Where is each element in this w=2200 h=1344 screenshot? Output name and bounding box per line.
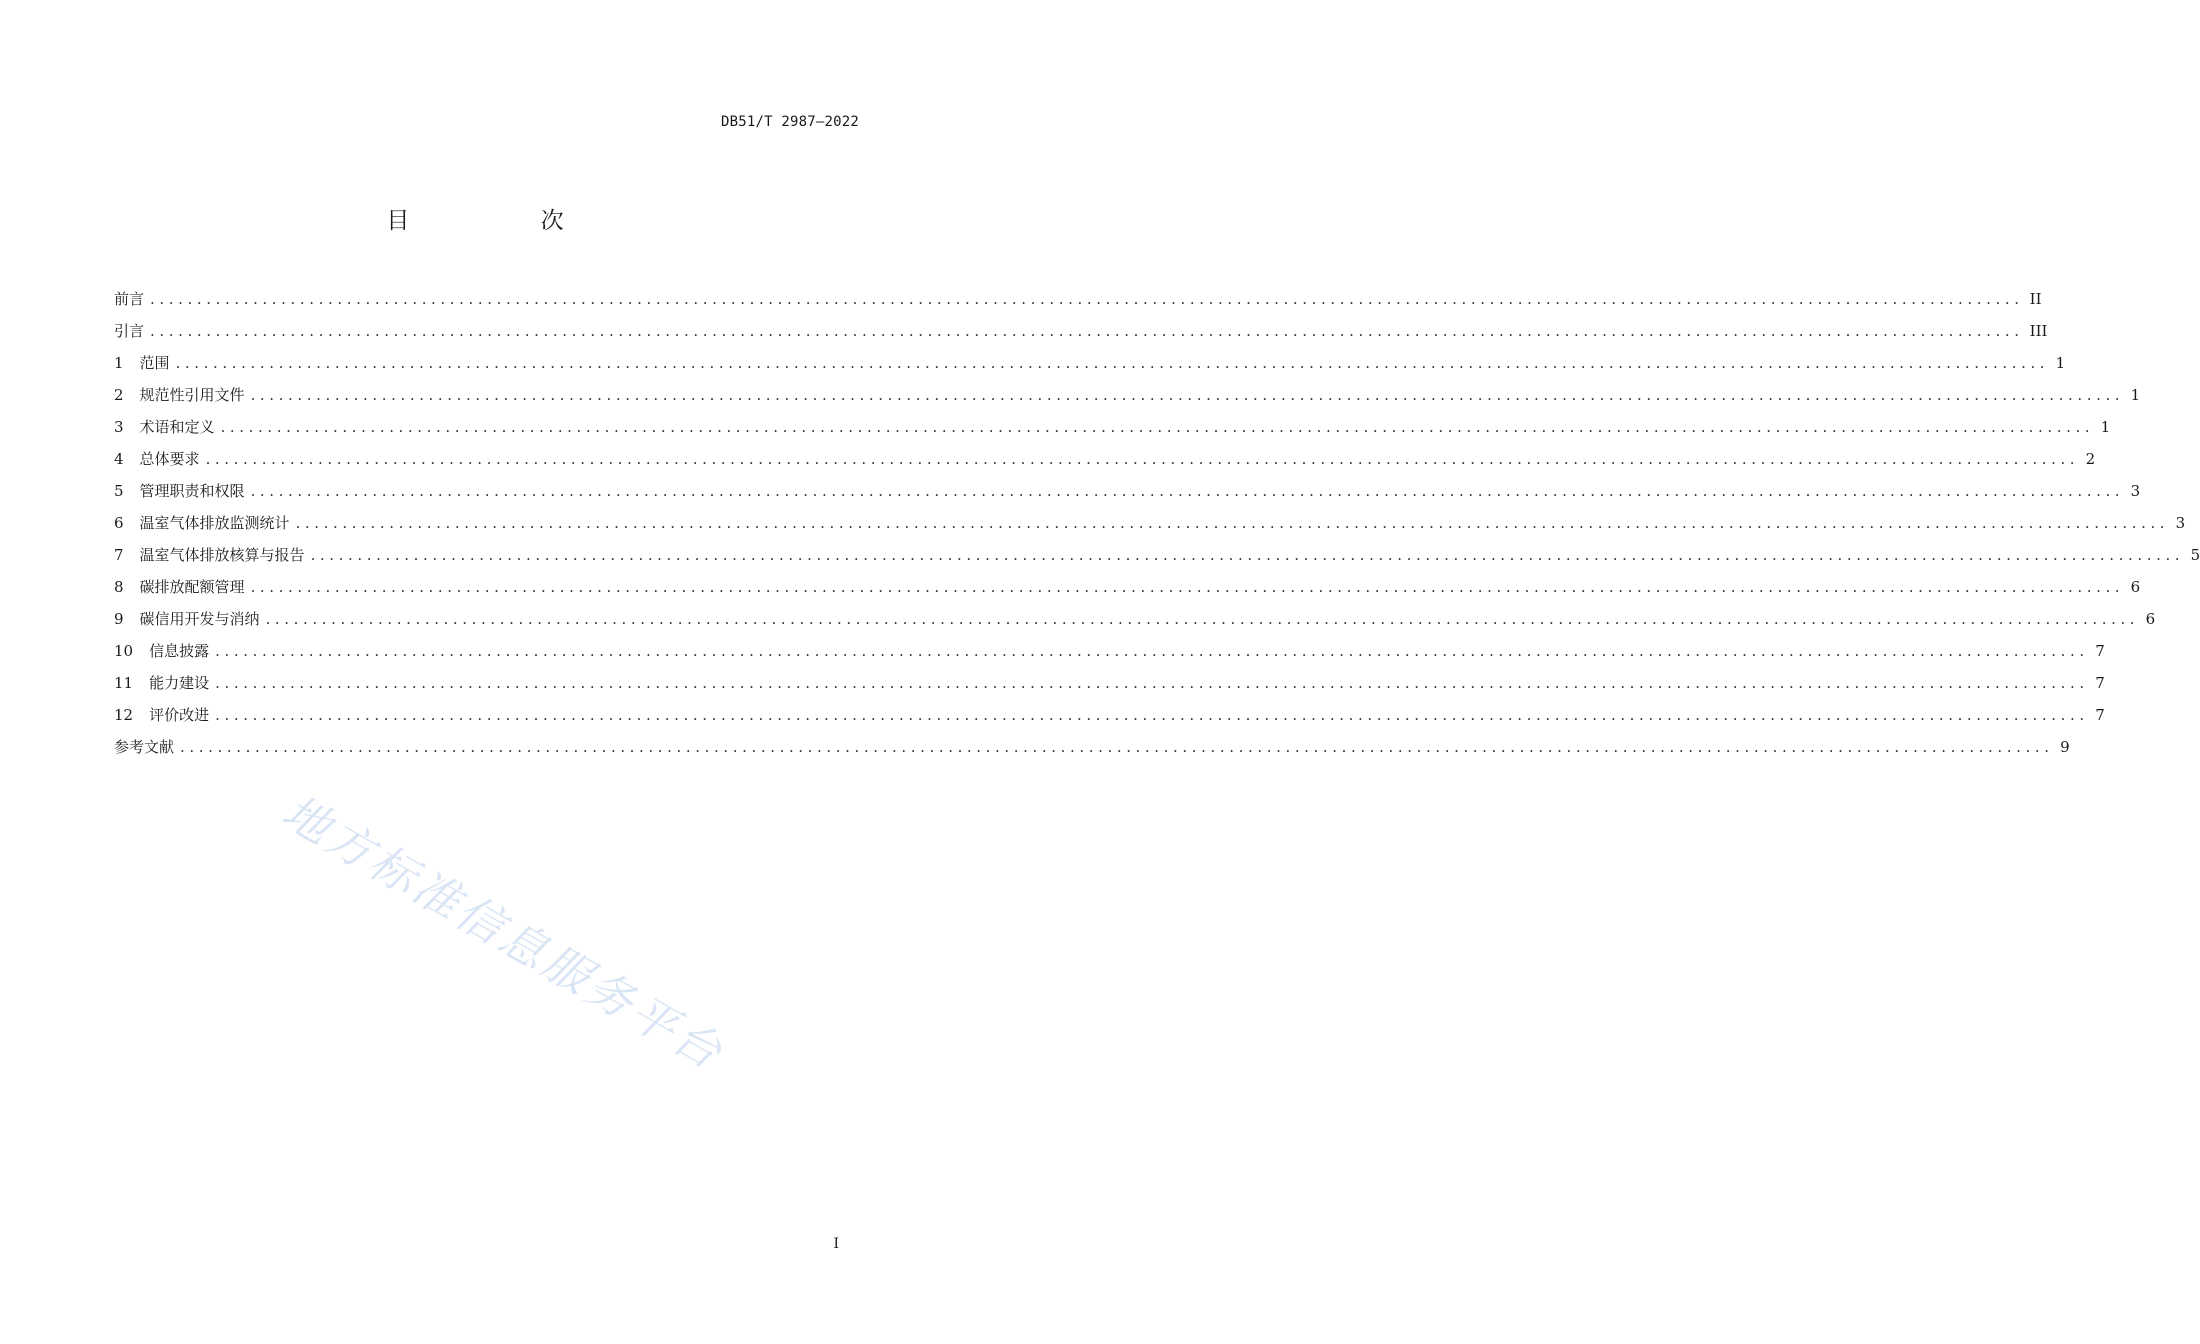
toc-title: 目 次: [386, 208, 626, 234]
toc-entry-page: 7: [2095, 674, 2105, 692]
toc-leader-dots: ........................................................................................................................................................................................................: [215, 642, 2089, 660]
toc-leader-dots: ........................................................................................................................................................................................................: [250, 386, 2125, 404]
toc-entry-label: 碳排放配额管理: [139, 578, 245, 596]
toc-entry[interactable]: [114, 542, 2200, 574]
toc-leader-dots: ........................................................................................................................................................................................................: [175, 354, 2050, 372]
toc-entry-page: 2: [2085, 450, 2096, 468]
toc-entry-label: 碳信用开发与消纳: [139, 610, 260, 628]
toc-entry-label: 管理职责和权限: [139, 482, 245, 500]
toc-entry-page: 6: [2145, 610, 2156, 628]
toc-entry[interactable]: [114, 382, 2141, 414]
toc-entry-label: 温室气体排放核算与报告: [139, 546, 305, 564]
toc-entry-page: 1: [2055, 354, 2066, 372]
toc-entry[interactable]: [114, 446, 2096, 478]
toc-entry-page: 1: [2130, 386, 2141, 404]
toc-entry[interactable]: [114, 510, 2186, 542]
toc-entry-page: 9: [2060, 738, 2070, 756]
toc-entry-page: 1: [2100, 418, 2111, 436]
toc-entry-label: 范围: [139, 354, 170, 372]
toc-entry[interactable]: [114, 414, 2111, 446]
toc-entry[interactable]: [114, 478, 2141, 510]
toc-entry[interactable]: [114, 670, 2105, 702]
toc-entry[interactable]: [114, 574, 2141, 606]
toc-entry-label: 参考文献: [114, 738, 175, 756]
toc-entry-label: 温室气体排放监测统计: [139, 514, 290, 532]
toc-entry-label: 总体要求: [139, 450, 200, 468]
toc-entry[interactable]: [114, 638, 2105, 670]
toc-entry[interactable]: [114, 318, 2048, 350]
toc-entry-label: 信息披露: [149, 642, 210, 660]
toc-entry-number: 12: [114, 706, 134, 724]
toc-entry-page: 5: [2190, 546, 2200, 564]
toc-entry-number: 4: [114, 450, 124, 468]
toc-entry-page: 6: [2130, 578, 2141, 596]
toc-entry-page: II: [2029, 290, 2042, 308]
toc-leader-dots: ........................................................................................................................................................................................................: [265, 610, 2140, 628]
toc-entry[interactable]: [114, 606, 2156, 638]
toc-leader-dots: ........................................................................................................................................................................................................: [180, 738, 2054, 756]
toc-entry-number: 1: [114, 354, 124, 372]
toc-entry-number: 6: [114, 514, 124, 532]
toc-leader-dots: ........................................................................................................................................................................................................: [150, 322, 2024, 340]
toc-entry-number: 10: [114, 642, 134, 660]
toc-leader-dots: ........................................................................................................................................................................................................: [205, 450, 2080, 468]
toc-entry-number: 11: [114, 674, 134, 692]
watermark: 地方标准信息服务平台: [273, 784, 734, 1081]
toc-entry[interactable]: [114, 286, 2042, 318]
toc-entry-label: 术语和定义: [139, 418, 215, 436]
toc-entry-number: 7: [114, 546, 124, 564]
toc-entry-number: 9: [114, 610, 124, 628]
toc-entry-page: 3: [2130, 482, 2141, 500]
toc-leader-dots: ........................................................................................................................................................................................................: [215, 674, 2089, 692]
toc-entry[interactable]: [114, 734, 2070, 766]
toc-entry-page: III: [2029, 322, 2048, 340]
toc-leader-dots: ........................................................................................................................................................................................................: [310, 546, 2185, 564]
toc-entry-number: 3: [114, 418, 124, 436]
toc-leader-dots: ........................................................................................................................................................................................................: [295, 514, 2170, 532]
toc-entry[interactable]: [114, 350, 2066, 382]
toc-entry-page: 3: [2175, 514, 2186, 532]
toc-entry-number: 8: [114, 578, 124, 596]
toc-entry-number: 5: [114, 482, 124, 500]
toc-leader-dots: ........................................................................................................................................................................................................: [220, 418, 2095, 436]
toc-list: [114, 286, 2200, 766]
document-code: DB51/T 2987—2022: [720, 114, 859, 130]
toc-entry-label: 引言: [114, 322, 145, 340]
toc-entry-label: 前言: [114, 290, 145, 308]
toc-leader-dots: ........................................................................................................................................................................................................: [150, 290, 2024, 308]
toc-entry-label: 规范性引用文件: [139, 386, 245, 404]
toc-entry[interactable]: [114, 702, 2105, 734]
toc-leader-dots: ........................................................................................................................................................................................................: [250, 578, 2125, 596]
toc-leader-dots: ........................................................................................................................................................................................................: [215, 706, 2089, 724]
toc-leader-dots: ........................................................................................................................................................................................................: [250, 482, 2125, 500]
toc-entry-label: 评价改进: [149, 706, 210, 724]
toc-entry-page: 7: [2095, 642, 2105, 660]
toc-entry-number: 2: [114, 386, 124, 404]
page-number: I: [833, 1236, 839, 1252]
toc-entry-label: 能力建设: [149, 674, 210, 692]
toc-entry-page: 7: [2095, 706, 2105, 724]
